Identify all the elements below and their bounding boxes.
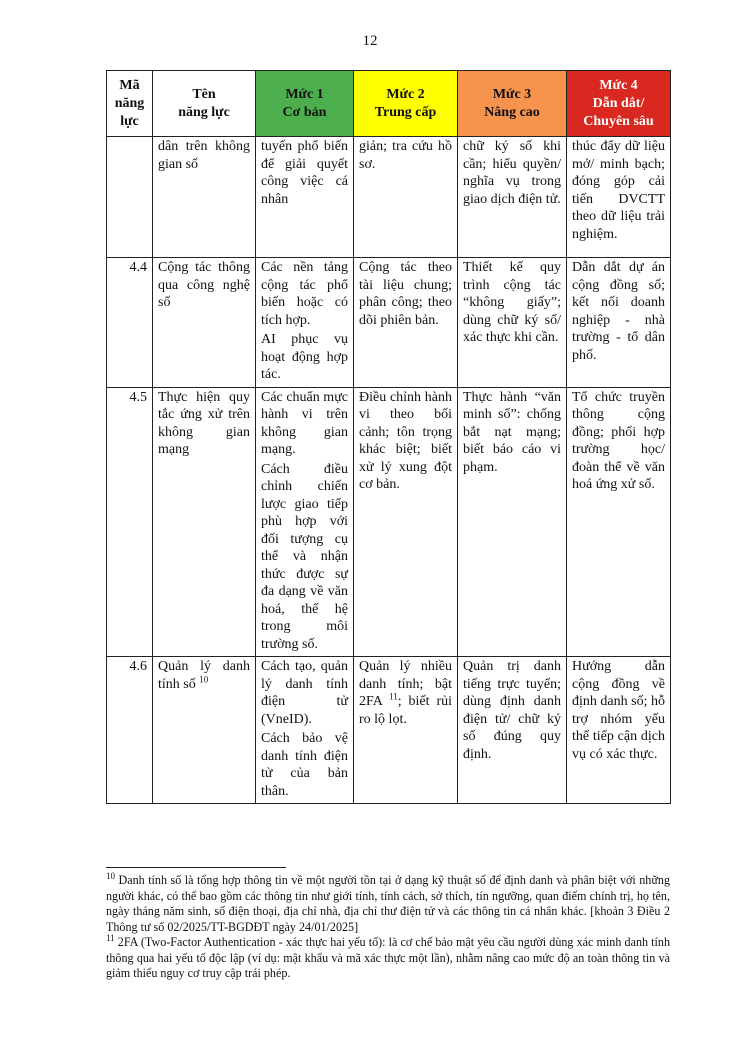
footnotes: [106, 870, 670, 982]
row-code: 4.5: [107, 387, 153, 657]
row-level-4: Hướng dẫn cộng đồng về định danh số; hỗ trợ nhóm yếu thế tiếp cận dịch vụ có xác thực.: [567, 657, 671, 804]
footnote-separator: [106, 867, 286, 868]
row-code: 4.4: [107, 258, 153, 388]
row-level-3: Thực hành “văn minh số”: chống bắt nạt mạng; biết báo cáo vi phạm.: [458, 387, 567, 657]
header-level-2: Mức 2 Trung cấp: [354, 71, 458, 137]
footnote: $^{11}$ 2FA (Two-Factor Authentication - xác thực hai yếu tố): là cơ chế bảo mật yêu cầu người dùng xác minh danh tính thông qua hai yếu tố độc lập (ví dụ: mật khẩu và mã xác thực một lần), nhằm nâng cao mức độ an toàn thông tin và giảm thiểu nguy cơ truy cập trái phép.: [106, 932, 670, 980]
header-level-4: Mức 4 Dẫn dắt/ Chuyên sâu: [567, 71, 671, 137]
row-level-2: Cộng tác theo tài liệu chung; phân công; theo dõi phiên bản.: [354, 258, 458, 388]
header-name: Tên năng lực: [153, 71, 256, 137]
table-row: [107, 657, 671, 804]
table-header-row: [107, 71, 671, 137]
header-level-3: Mức 3 Nâng cao: [458, 71, 567, 137]
row-level-1: tuyến phổ biến để giải quyết công việc cá nhân: [256, 137, 354, 258]
row-name: dân trên không gian số: [153, 137, 256, 258]
row-level-2: Quản lý nhiều danh tính; bật 2FA $^{11}$; biết rủi ro lộ lọt.: [354, 657, 458, 804]
row-code: 4.6: [107, 657, 153, 804]
row-level-3: chữ ký số khi cần; hiểu quyền/ nghĩa vụ trong giao dịch điện tử.: [458, 137, 567, 258]
row-level-3: Quản trị danh tiếng trực tuyến; dùng định danh điện tử/ chữ ký số đúng quy định.: [458, 657, 567, 804]
header-code: Mã năng lực: [107, 71, 153, 137]
row-name: Cộng tác thông qua công nghệ số: [153, 258, 256, 388]
footnote-ref: 11: [389, 691, 398, 702]
competency-table: [106, 70, 671, 804]
footnote-ref: 10: [199, 673, 209, 684]
row-level-4: thúc đẩy dữ liệu mở/ minh bạch; đóng góp cải tiến DVCTT theo dữ liệu trải nghiệm.: [567, 137, 671, 258]
row-level-1: Các nền tảng cộng tác phổ biến hoặc có tích hợp. AI phục vụ hoạt động hợp tác.: [256, 258, 354, 388]
table-row: [107, 137, 671, 258]
footnote: $^{10}$ Danh tính số là tổng hợp thông tin về một người tồn tại ở dạng kỹ thuật số để định danh và phân biệt với những người khác, có thể bao gồm các thông tin như giới tính, tính cách, sở thích, tín ngưỡng, quan điểm chính trị, họ tên, ngày tháng năm sinh, số điện thoại, địa chỉ nhà, địa chỉ thư điện tử và các thông tin cá nhân khác. [khoản 3 Điều 2 Thông tư số 02/2025/TT-BGDĐT ngày 24/01/2025]: [106, 870, 670, 934]
row-level-2: Điều chỉnh hành vi theo bối cảnh; tôn trọng khác biệt; biết xử lý xung đột cơ bản.: [354, 387, 458, 657]
row-level-3: Thiết kế quy trình cộng tác “không giấy”; dùng chữ ký số/ xác thực khi cần.: [458, 258, 567, 388]
row-code: [107, 137, 153, 258]
row-name: Thực hiện quy tắc ứng xử trên không gian mạng: [153, 387, 256, 657]
row-level-1: Các chuẩn mực hành vi trên không gian mạng. Cách điều chỉnh chiến lược giao tiếp phù hợp với đối tượng cụ thể và nhận thức được sự đa dạng về văn hoá, thế hệ trong môi trường số.: [256, 387, 354, 657]
row-level-4: Tổ chức truyền thông cộng đồng; phối hợp trường học/ đoàn thể về văn hoá ứng xử số.: [567, 387, 671, 657]
table-row: [107, 258, 671, 388]
page-number: 12: [362, 33, 378, 49]
table-row: [107, 387, 671, 657]
row-name: Quản lý danh tính số $^{10}$: [153, 657, 256, 804]
row-level-4: Dẫn dắt dự án cộng đồng số; kết nối doanh nghiệp - nhà trường - tổ dân phố.: [567, 258, 671, 388]
row-level-2: giản; tra cứu hồ sơ.: [354, 137, 458, 258]
header-level-1: Mức 1 Cơ bản: [256, 71, 354, 137]
row-level-1: Cách tạo, quản lý danh tính điện tử (VneID). Cách bảo vệ danh tính điện tử của bản thân.: [256, 657, 354, 804]
